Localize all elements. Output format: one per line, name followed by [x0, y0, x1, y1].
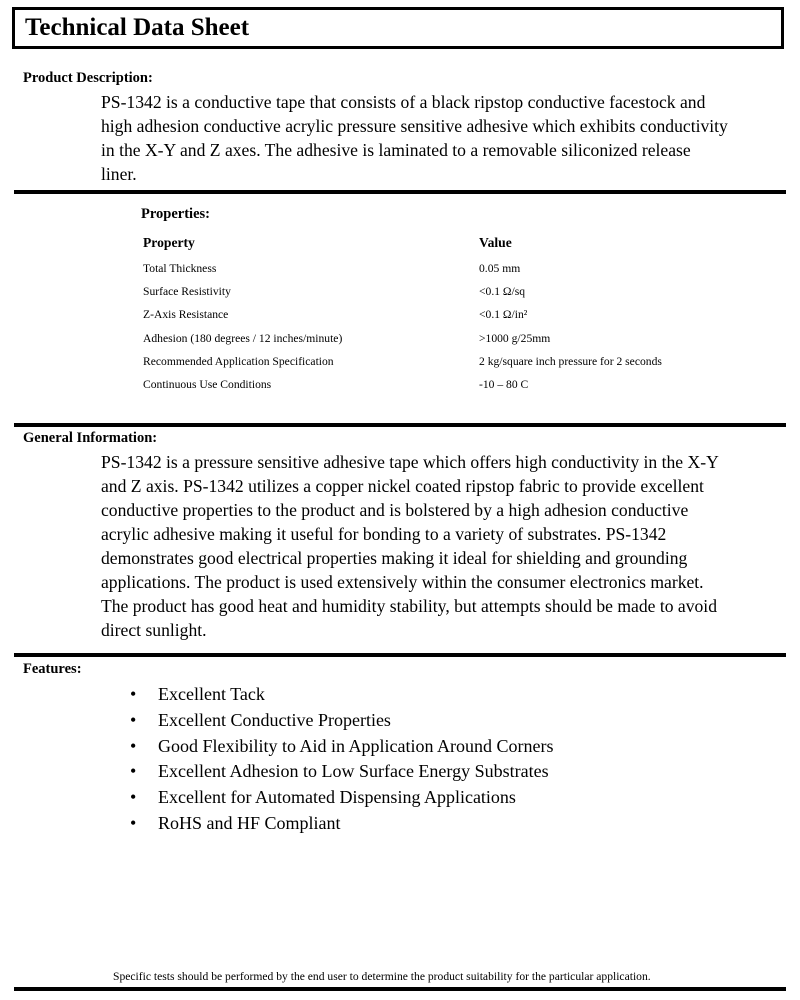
product-description-label: Product Description:	[23, 70, 153, 86]
table-row	[143, 285, 743, 308]
paragraph-line: acrylic adhesive making it useful for bonding to a variety of substrates. PS-1342	[101, 524, 667, 544]
list-item	[130, 682, 554, 708]
property-value: 2 kg/square inch pressure for 2 seconds	[479, 354, 662, 368]
feature-text: Excellent Tack	[158, 684, 265, 704]
bullet-icon: •	[130, 812, 137, 833]
list-item	[130, 708, 554, 734]
section-divider	[14, 423, 786, 427]
list-item	[130, 734, 554, 760]
paragraph-line: in the X-Y and Z axes. The adhesive is laminated to a removable siliconized release	[101, 140, 691, 160]
bullet-icon: •	[130, 709, 137, 730]
paragraph-line: demonstrates good electrical properties making it ideal for shielding and grounding	[101, 548, 688, 568]
title-box	[12, 7, 784, 49]
property-name: Adhesion (180 degrees / 12 inches/minute)	[143, 331, 343, 345]
paragraph-line: liner.	[101, 164, 137, 184]
paragraph-line: direct sunlight.	[101, 620, 207, 640]
table-row	[143, 355, 743, 378]
table-row	[143, 332, 743, 355]
paragraph-line: The product has good heat and humidity stability, but attempts should be made to avoid	[101, 596, 717, 616]
paragraph-line: and Z axis. PS-1342 utilizes a copper nickel coated ripstop fabric to provide excellent	[101, 476, 704, 496]
features-list	[130, 682, 554, 837]
page-title: Technical Data Sheet	[25, 14, 250, 41]
table-row	[143, 378, 743, 401]
value-column-header: Value	[479, 235, 512, 250]
property-name: Total Thickness	[143, 262, 217, 275]
product-description-text	[101, 90, 781, 186]
feature-text: RoHS and HF Compliant	[158, 812, 341, 833]
property-name: Continuous Use Conditions	[143, 377, 272, 391]
list-item	[130, 811, 554, 837]
section-divider	[14, 987, 786, 991]
footer-note: Specific tests should be performed by the end user to determine the product suitability for the particular application.	[113, 970, 651, 983]
section-divider	[14, 190, 786, 194]
property-name: Surface Resistivity	[143, 285, 231, 299]
paragraph-line: applications. The product is used extensively within the consumer electronics market.	[101, 572, 704, 592]
properties-header-row	[143, 235, 743, 262]
feature-text: Excellent for Automated Dispensing Applications	[158, 787, 516, 808]
general-information-text	[101, 450, 781, 642]
bullet-icon: •	[130, 787, 137, 808]
property-value: 0.05 mm	[479, 262, 521, 275]
bullet-icon: •	[130, 761, 137, 782]
property-value: -10 – 80 C	[479, 377, 529, 391]
list-item	[130, 785, 554, 811]
feature-text: Excellent Conductive Properties	[158, 709, 391, 730]
feature-text: Excellent Adhesion to Low Surface Energy Substrates	[158, 761, 549, 782]
paragraph-line: PS-1342 is a pressure sensitive adhesive tape which offers high conductivity in the X-Y	[101, 452, 719, 472]
property-value: <0.1 Ω/sq	[479, 285, 526, 299]
table-row	[143, 262, 743, 285]
feature-text: Good Flexibility to Aid in Application Around Corners	[158, 735, 554, 756]
paragraph-line: PS-1342 is a conductive tape that consists of a black ripstop conductive facestock and	[101, 92, 706, 112]
properties-table	[143, 235, 743, 401]
property-name: Recommended Application Specification	[143, 354, 334, 368]
list-item	[130, 759, 554, 785]
section-divider	[14, 653, 786, 657]
bullet-icon: •	[130, 684, 137, 704]
property-value: <0.1 Ω/in²	[479, 308, 528, 322]
property-column-header: Property	[143, 235, 195, 250]
general-information-label: General Information:	[23, 430, 158, 446]
paragraph-line: conductive properties to the product and is bolstered by a high adhesion conductive	[101, 500, 689, 520]
property-name: Z-Axis Resistance	[143, 308, 229, 322]
bullet-icon: •	[130, 735, 137, 756]
paragraph-line: high adhesion conductive acrylic pressure sensitive adhesive which exhibits conductivity	[101, 116, 728, 136]
features-label: Features:	[23, 661, 82, 677]
property-value: >1000 g/25mm	[479, 331, 551, 345]
properties-label: Properties:	[141, 206, 210, 222]
table-row	[143, 308, 743, 331]
